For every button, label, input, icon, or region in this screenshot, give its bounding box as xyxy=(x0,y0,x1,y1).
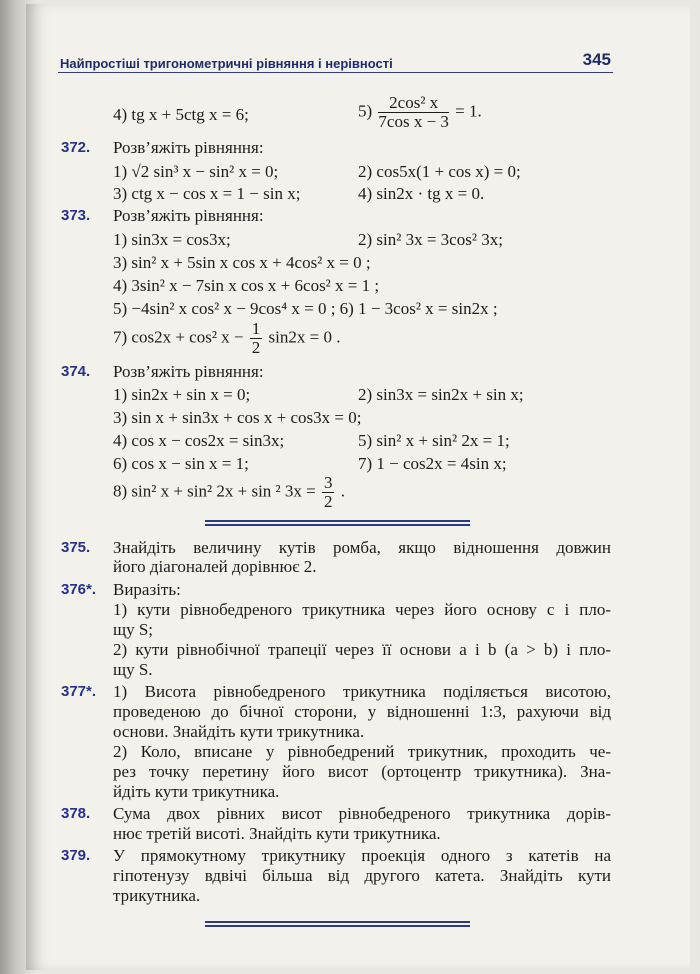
problem-376-prompt: Виразіть: xyxy=(113,580,181,599)
problem-372-item-3: 3) ctg x − cos x = 1 − sin x; xyxy=(113,184,301,203)
p371-item-5-rhs: = 1. xyxy=(455,101,482,121)
page-number: 345 xyxy=(582,50,611,69)
problem-372-item-1: 1) √2 sin³ x − sin² x = 0; xyxy=(113,162,279,181)
problem-378-line-2: нює третій висоті. Знайдіть кути трикутника. xyxy=(113,824,441,843)
problem-376-line-4: щу S. xyxy=(113,660,153,679)
problem-379-line-2: гіпотенузу вдвічі більша від другого катета. Знайдіть кути xyxy=(113,866,611,885)
problem-372-item-4: 4) sin2x · tg x = 0. xyxy=(358,184,485,203)
problem-375-line-1: Знайдіть величину кутів ромба, якщо відношення довжин xyxy=(113,538,611,557)
problem-376-line-1: 1) кути рівнобедреного трикутника через його основу c і пло- xyxy=(113,600,611,619)
problem-374-item-2: 2) sin3x = sin2x + sin x; xyxy=(358,385,524,404)
problem-379-number: 379. xyxy=(61,847,91,864)
problem-374-item-8-numerator: 3 xyxy=(323,473,333,492)
problem-376-number: 376*. xyxy=(61,581,97,598)
problem-377-line-3: основи. Знайдіть кути трикутника. xyxy=(113,722,365,741)
problem-374-prompt: Розв’яжіть рівняння: xyxy=(113,362,264,381)
p371-item-4: 4) tg x + 5ctg x = 6; xyxy=(113,105,249,124)
problem-373-item-7-denominator: 2 xyxy=(251,338,261,357)
problem-374-item-8 xyxy=(113,474,345,511)
section-divider-top xyxy=(205,520,470,526)
problem-373-item-7 xyxy=(113,320,340,357)
problem-373-item-4: 4) 3sin² x − 7sin x cos x + 6cos² x = 1 ; xyxy=(113,276,380,295)
problem-376-line-2: щу S; xyxy=(113,620,154,639)
problem-374-item-8-lhs: 8) sin² x + sin² 2x + sin ² 3x = xyxy=(113,481,316,501)
p371-item-5-numerator: 2cos² x xyxy=(378,94,449,113)
problem-375-line-2: його діагоналей дорівнює 2. xyxy=(113,557,317,576)
problem-376-line-3: 2) кути рівнобічної трапеції через її основи a і b (a > b) і пло- xyxy=(113,640,611,659)
problem-374-item-3: 3) sin x + sin3x + cos x + cos3x = 0; xyxy=(113,408,362,427)
problem-373-item-7-fraction xyxy=(250,320,263,357)
problem-374-number: 374. xyxy=(61,363,91,380)
problem-377-line-2: проведеною до бічної сторони, у відношенні 1:3, рахуючи від xyxy=(113,702,611,721)
problem-373-item-2: 2) sin² 3x = 3cos² 3x; xyxy=(358,230,503,249)
problem-377-line-4: 2) Коло, вписане у рівнобедрений трикутник, проходить че- xyxy=(113,742,611,761)
problem-374-item-4: 4) cos x − cos2x = sin3x; xyxy=(113,431,285,450)
problem-374-item-6: 6) cos x − sin x = 1; xyxy=(113,454,249,473)
problem-373-number: 373. xyxy=(61,207,91,224)
problem-373-item-1: 1) sin3x = cos3x; xyxy=(113,230,231,249)
running-header xyxy=(58,50,613,73)
problem-378-number: 378. xyxy=(61,805,91,822)
problem-372-prompt: Розв’яжіть рівняння: xyxy=(113,138,264,157)
problem-373-item-7-lhs: 7) cos2x + cos² x − xyxy=(113,327,244,347)
problem-378-line-1: Сума двох рівних висот рівнобедреного трикутника дорів- xyxy=(113,804,611,823)
problem-379-line-1: У прямокутному трикутнику проекція одного з катетів на xyxy=(113,846,611,865)
problem-373-item-7-rhs: sin2x = 0 . xyxy=(268,327,341,347)
problem-379-line-3: трикутника. xyxy=(113,886,201,905)
problem-374-item-8-fraction xyxy=(322,474,335,511)
problem-373-item-5-6: 5) −4sin² x cos² x − 9cos⁴ x = 0 ; 6) 1 − 3cos² x = sin2x ; xyxy=(113,299,498,318)
problem-377-line-1: 1) Висота рівнобедреного трикутника поділяється висотою, xyxy=(113,682,611,701)
p371-item-5 xyxy=(358,94,482,131)
problem-377-line-6: йдіть кути трикутника. xyxy=(113,782,280,801)
problem-375-number: 375. xyxy=(61,539,91,556)
problem-374-item-8-denominator: 2 xyxy=(323,492,333,511)
problem-374-item-5: 5) sin² x + sin² 2x = 1; xyxy=(358,431,510,450)
problem-374-item-1: 1) sin2x + sin x = 0; xyxy=(113,385,251,404)
header-title: Найпростіші тригонометричні рівняння і нерівності xyxy=(60,56,393,71)
problem-372-number: 372. xyxy=(61,139,91,156)
problem-374-item-7: 7) 1 − cos2x = 4sin x; xyxy=(358,454,507,473)
problem-373-item-3: 3) sin² x + 5sin x cos x + 4cos² x = 0 ; xyxy=(113,253,371,272)
problem-372-item-2: 2) cos5x(1 + cos x) = 0; xyxy=(358,162,521,181)
p371-item-5-fraction xyxy=(378,94,449,131)
problem-373-prompt: Розв’яжіть рівняння: xyxy=(113,206,264,225)
p371-item-5-denominator: 7cos x − 3 xyxy=(378,112,449,131)
problem-374-item-8-end: . xyxy=(340,481,345,501)
section-divider-bottom xyxy=(205,921,470,927)
problem-373-item-7-numerator: 1 xyxy=(251,319,261,338)
problem-377-number: 377*. xyxy=(61,683,97,700)
p371-item-5-label: 5) xyxy=(358,101,373,121)
problem-377-line-5: рез точку перетину його висот (ортоцентр трикутника). Зна- xyxy=(113,762,611,781)
